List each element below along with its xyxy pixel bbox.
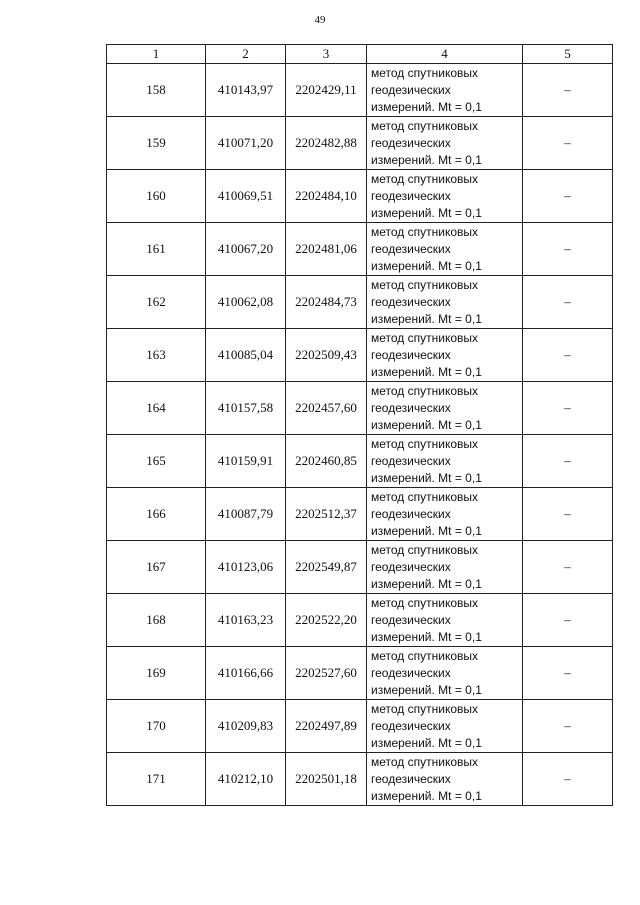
description-cell: – <box>523 647 613 700</box>
method-line: геодезических <box>371 135 451 150</box>
method-line: метод спутниковых <box>371 436 479 451</box>
description-cell: – <box>523 541 613 594</box>
page-number: 49 <box>314 14 326 26</box>
table-row <box>107 488 613 541</box>
table-row <box>107 64 613 117</box>
description-cell: – <box>523 753 613 806</box>
method-line: метод спутниковых <box>371 330 479 345</box>
method-cell <box>367 488 523 541</box>
header-col-5: 5 <box>523 45 613 64</box>
table-row <box>107 435 613 488</box>
table-row <box>107 276 613 329</box>
table-row <box>107 329 613 382</box>
method-line: геодезических <box>371 506 451 521</box>
method-line: измерений. Mt = 0,1 <box>371 470 482 485</box>
method-line: измерений. Mt = 0,1 <box>371 523 482 538</box>
description-cell: – <box>523 170 613 223</box>
x-coordinate-cell: 410143,97 <box>206 64 286 117</box>
y-coordinate-cell: 2202460,85 <box>286 435 367 488</box>
x-coordinate-cell: 410069,51 <box>206 170 286 223</box>
method-line: измерений. Mt = 0,1 <box>371 682 482 697</box>
description-cell: – <box>523 594 613 647</box>
point-number-cell: 163 <box>107 329 206 382</box>
point-number-cell: 164 <box>107 382 206 435</box>
method-line: геодезических <box>371 82 451 97</box>
table-row <box>107 223 613 276</box>
method-cell <box>367 594 523 647</box>
point-number-cell: 158 <box>107 64 206 117</box>
method-line: геодезических <box>371 400 451 415</box>
y-coordinate-cell: 2202522,20 <box>286 594 367 647</box>
table-header <box>107 45 613 64</box>
method-line: метод спутниковых <box>371 171 479 186</box>
header-col-4: 4 <box>367 45 523 64</box>
method-cell <box>367 329 523 382</box>
method-cell <box>367 435 523 488</box>
method-line: геодезических <box>371 347 451 362</box>
point-number-cell: 165 <box>107 435 206 488</box>
y-coordinate-cell: 2202527,60 <box>286 647 367 700</box>
method-line: измерений. Mt = 0,1 <box>371 629 482 644</box>
y-coordinate-cell: 2202457,60 <box>286 382 367 435</box>
point-number-cell: 168 <box>107 594 206 647</box>
y-coordinate-cell: 2202549,87 <box>286 541 367 594</box>
table-row <box>107 594 613 647</box>
header-col-1: 1 <box>107 45 206 64</box>
method-line: измерений. Mt = 0,1 <box>371 311 482 326</box>
x-coordinate-cell: 410067,20 <box>206 223 286 276</box>
point-number-cell: 162 <box>107 276 206 329</box>
method-line: геодезических <box>371 559 451 574</box>
method-line: измерений. Mt = 0,1 <box>371 205 482 220</box>
method-line: метод спутниковых <box>371 542 479 557</box>
description-cell: – <box>523 382 613 435</box>
method-line: метод спутниковых <box>371 648 479 663</box>
description-cell: – <box>523 64 613 117</box>
y-coordinate-cell: 2202484,10 <box>286 170 367 223</box>
description-cell: – <box>523 117 613 170</box>
method-cell <box>367 170 523 223</box>
table-row <box>107 541 613 594</box>
point-number-cell: 169 <box>107 647 206 700</box>
method-cell <box>367 276 523 329</box>
method-cell <box>367 223 523 276</box>
description-cell: – <box>523 435 613 488</box>
x-coordinate-cell: 410062,08 <box>206 276 286 329</box>
x-coordinate-cell: 410071,20 <box>206 117 286 170</box>
x-coordinate-cell: 410159,91 <box>206 435 286 488</box>
method-line: метод спутниковых <box>371 65 479 80</box>
description-cell: – <box>523 223 613 276</box>
y-coordinate-cell: 2202482,88 <box>286 117 367 170</box>
header-row <box>107 45 613 64</box>
method-line: измерений. Mt = 0,1 <box>371 576 482 591</box>
method-line: метод спутниковых <box>371 277 479 292</box>
method-line: геодезических <box>371 771 451 786</box>
method-line: геодезических <box>371 612 451 627</box>
method-cell <box>367 541 523 594</box>
x-coordinate-cell: 410212,10 <box>206 753 286 806</box>
method-line: геодезических <box>371 294 451 309</box>
point-number-cell: 171 <box>107 753 206 806</box>
x-coordinate-cell: 410163,23 <box>206 594 286 647</box>
point-number-cell: 170 <box>107 700 206 753</box>
method-line: метод спутниковых <box>371 489 479 504</box>
point-number-cell: 159 <box>107 117 206 170</box>
method-cell <box>367 647 523 700</box>
point-number-cell: 161 <box>107 223 206 276</box>
table-body <box>107 64 613 806</box>
method-line: геодезических <box>371 453 451 468</box>
method-line: измерений. Mt = 0,1 <box>371 99 482 114</box>
y-coordinate-cell: 2202497,89 <box>286 700 367 753</box>
method-line: метод спутниковых <box>371 595 479 610</box>
method-line: метод спутниковых <box>371 701 479 716</box>
method-line: измерений. Mt = 0,1 <box>371 417 482 432</box>
x-coordinate-cell: 410123,06 <box>206 541 286 594</box>
description-cell: – <box>523 488 613 541</box>
method-cell <box>367 700 523 753</box>
table-row <box>107 647 613 700</box>
header-col-3: 3 <box>286 45 367 64</box>
method-line: метод спутниковых <box>371 118 479 133</box>
x-coordinate-cell: 410157,58 <box>206 382 286 435</box>
method-cell <box>367 382 523 435</box>
table-row <box>107 700 613 753</box>
method-line: метод спутниковых <box>371 754 479 769</box>
y-coordinate-cell: 2202429,11 <box>286 64 367 117</box>
header-col-2: 2 <box>206 45 286 64</box>
method-line: геодезических <box>371 718 451 733</box>
method-line: геодезических <box>371 241 451 256</box>
x-coordinate-cell: 410087,79 <box>206 488 286 541</box>
description-cell: – <box>523 700 613 753</box>
y-coordinate-cell: 2202481,06 <box>286 223 367 276</box>
method-line: геодезических <box>371 665 451 680</box>
table-row <box>107 117 613 170</box>
method-line: геодезических <box>371 188 451 203</box>
point-number-cell: 166 <box>107 488 206 541</box>
table-row <box>107 382 613 435</box>
method-cell <box>367 64 523 117</box>
method-line: метод спутниковых <box>371 224 479 239</box>
x-coordinate-cell: 410166,66 <box>206 647 286 700</box>
x-coordinate-cell: 410209,83 <box>206 700 286 753</box>
description-cell: – <box>523 329 613 382</box>
method-line: измерений. Mt = 0,1 <box>371 788 482 803</box>
table-row <box>107 753 613 806</box>
x-coordinate-cell: 410085,04 <box>206 329 286 382</box>
method-line: измерений. Mt = 0,1 <box>371 735 482 750</box>
method-cell <box>367 117 523 170</box>
method-line: метод спутниковых <box>371 383 479 398</box>
method-line: измерений. Mt = 0,1 <box>371 258 482 273</box>
coordinates-table <box>106 44 613 806</box>
method-line: измерений. Mt = 0,1 <box>371 152 482 167</box>
y-coordinate-cell: 2202484,73 <box>286 276 367 329</box>
point-number-cell: 167 <box>107 541 206 594</box>
method-cell <box>367 753 523 806</box>
method-line: измерений. Mt = 0,1 <box>371 364 482 379</box>
table-row <box>107 170 613 223</box>
y-coordinate-cell: 2202512,37 <box>286 488 367 541</box>
y-coordinate-cell: 2202509,43 <box>286 329 367 382</box>
description-cell: – <box>523 276 613 329</box>
y-coordinate-cell: 2202501,18 <box>286 753 367 806</box>
point-number-cell: 160 <box>107 170 206 223</box>
